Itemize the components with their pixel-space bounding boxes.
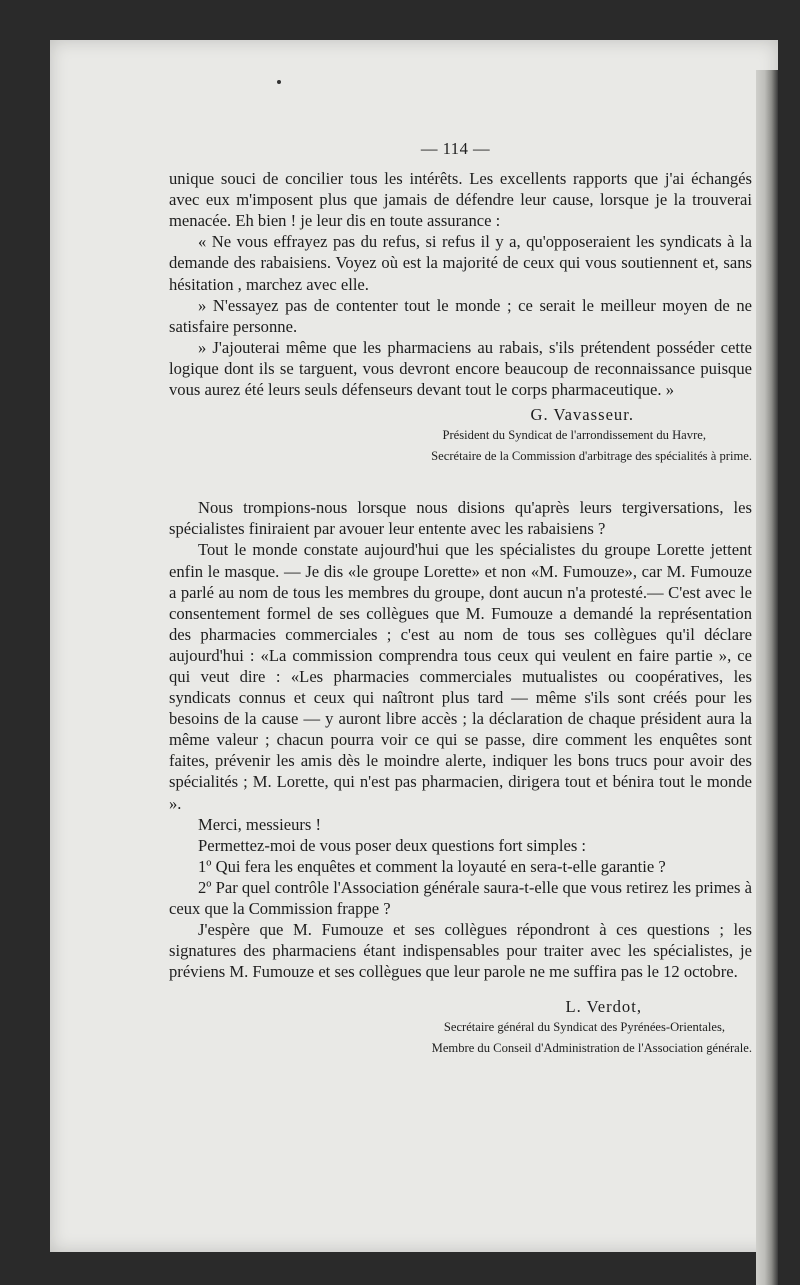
signature-name: G. Vavasseur. (530, 405, 634, 425)
paragraph: 1º Qui fera les enquêtes et comment la loyauté en sera-t-elle garantie ? (198, 856, 666, 876)
section-gap (169, 467, 752, 497)
paragraph: 2º Par quel contrôle l'Association générale saura-t-elle que vous retirez les primes à ceux que la Commission frappe ? (169, 877, 752, 918)
signature-title: Président du Syndicat de l'arrondissement du Havre, (442, 428, 706, 443)
paragraph: Tout le monde constate aujourd'hui que les spécialistes du groupe Lorette jettent enfin le masque. — Je dis «le groupe Lorette» et non «M. Fumouze», car M. Fumouze a parlé au nom de tous les membres du groupe, dont aucun n'a protesté.— C'est avec le consentement formel de ses collègues que M. Fumouze a demandé la représentation des pharmacies commerciales ; c'est au nom de tous ses collègues qu'il déclare aujourd'hui : «La commission comprendra tous ceux qui veulent en faire partie », ce qui veut dire : «Les pharmacies commerciales mutualistes ou coopératives, les syndicats connus et ceux qui naîtront plus tard — même s'ils sont créés pour les besoins de la cause — y auront libre accès ; la déclaration de chaque président aura la même valeur ; chacun pourra voir ce qui se passe, dire comment les enquêtes sont faites, prévenir les amis dès le moindre alerte, indiquer les bons trucs pour avoir des spécialités ; M. Lorette, qui n'est pas pharmacien, dirigera tout et bénira tout le monde ». (169, 540, 752, 813)
paragraph: Nous trompions-nous lorsque nous disions qu'après leurs tergiversations, les spécialistes finiraient par avouer leur entente avec les rabaisiens ? (169, 498, 752, 539)
signature-title: Membre du Conseil d'Administration de l'Association générale. (431, 1041, 752, 1056)
paragraph: unique souci de concilier tous les intérêts. Les excellents rapports que j'ai échangés avec eux m'imposent plus que jamais de défendre leur cause, lorsque je la trouverai menacée. Eh bien ! je leur dis en toute assurance : (169, 169, 752, 231)
ink-speck (277, 80, 281, 84)
paragraph: » J'ajouterai même que les pharmaciens au rabais, s'ils prétendent posséder cette logique dont ils se targuent, vous devront encore beaucoup de reconnaissance puisque vous aurez été leurs seuls défenseurs devant tout le corps pharmaceutique. » (169, 337, 752, 400)
page-edge (756, 70, 778, 1285)
paragraph: J'espère que M. Fumouze et ses collègues répondront à ces questions ; les signatures des pharmaciens étant indispensables pour traiter avec les spécialistes, je préviens M. Fumouze et ses collègues que leur parole ne me suffira pas le 12 octobre. (169, 920, 752, 982)
paragraph: Merci, messieurs ! (198, 814, 322, 834)
paragraph: « Ne vous effrayez pas du refus, si refus il y a, qu'opposeraient les syndicats à la demande des rabaisiens. Voyez où est la majorité de ceux qui vous soutiennent et, sans hésitation , marchez avec elle. (169, 232, 752, 294)
page-content (169, 138, 752, 1059)
paragraph: Permettez-moi de vous poser deux questions fort simples : (198, 835, 587, 855)
paragraph: » N'essayez pas de contenter tout le monde ; ce serait le meilleur moyen de ne satisfaire personne. (169, 295, 752, 336)
signature-name: L. Verdot, (565, 997, 642, 1017)
signature-title: Secrétaire général du Syndicat des Pyrénées-Orientales, (443, 1020, 725, 1035)
page-number: — 114 — (420, 139, 491, 158)
signature-title: Secrétaire de la Commission d'arbitrage des spécialités à prime. (431, 449, 752, 464)
